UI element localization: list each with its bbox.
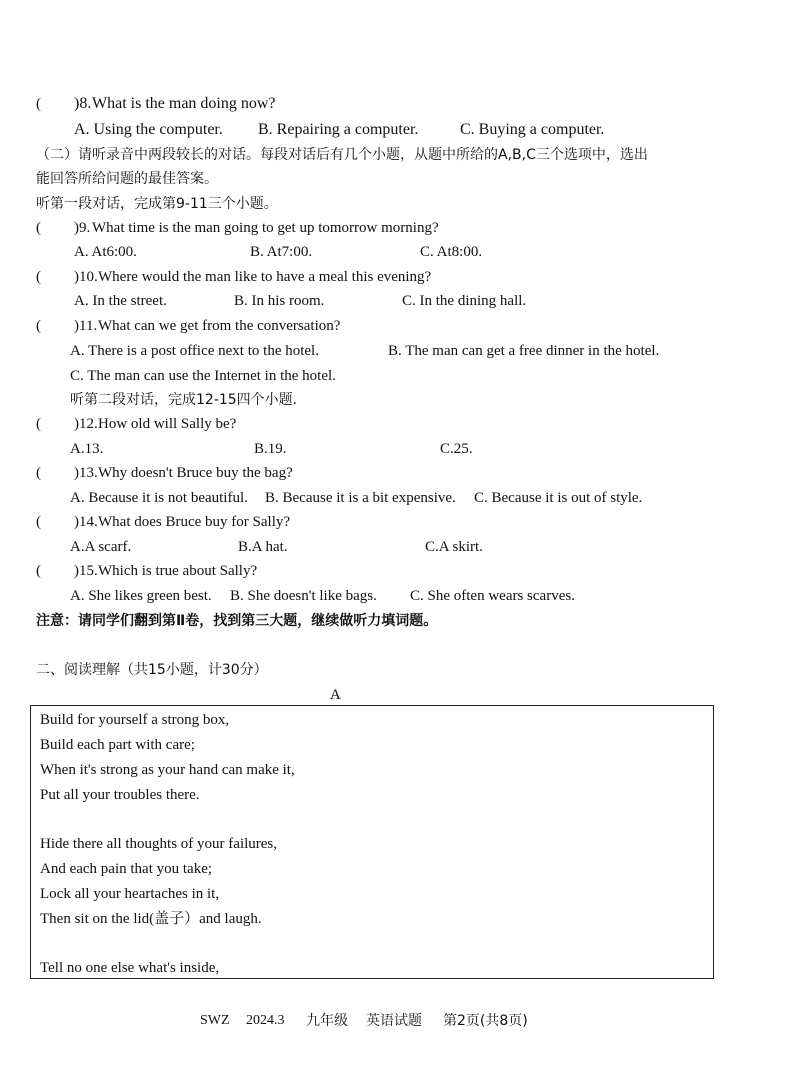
answer-paren-q12[interactable]: ( — [36, 416, 41, 432]
q15-option-a: A. She likes green best. — [70, 588, 212, 604]
q15-number: )15. — [74, 563, 98, 579]
answer-paren-q15[interactable]: ( — [36, 563, 41, 579]
answer-paren-q14[interactable]: ( — [36, 514, 41, 530]
q15-option-b: B. She doesn't like bags. — [230, 588, 377, 604]
reading-section-title: 二、阅读理解（共15小题，计30分） — [36, 662, 268, 678]
q13-option-b: B. Because it is a bit expensive. — [265, 490, 456, 506]
q10-option-b: B. In his room. — [234, 293, 325, 309]
q9-question: What time is the man going to get up tomorrow morning? — [92, 220, 439, 236]
notice-text: 注意：请同学们翻到第Ⅱ卷，找到第三大题，继续做听力填词题。 — [36, 613, 438, 629]
footer-date: 2024.3 — [246, 1013, 285, 1028]
q10-question: Where would the man like to have a meal this evening? — [98, 269, 432, 285]
q13-question: Why doesn't Bruce buy the bag? — [98, 465, 293, 481]
poem-line: Build for yourself a strong box, — [40, 712, 230, 728]
dialog2-instruction: 听第二段对话，完成12-15四个小题. — [70, 392, 298, 408]
q11-option-a: A. There is a post office next to the hotel. — [70, 343, 319, 359]
q9-number: )9. — [74, 220, 91, 236]
answer-paren-q13[interactable]: ( — [36, 465, 41, 481]
q8-option-b: B. Repairing a computer. — [258, 121, 419, 138]
poem-line: Put all your troubles there. — [40, 787, 200, 803]
answer-paren-q9[interactable]: ( — [36, 220, 41, 236]
q13-number: )13. — [74, 465, 98, 481]
poem-line: Tell no one else what's inside, — [40, 960, 220, 976]
poem-line: Hide there all thoughts of your failures, — [40, 836, 278, 852]
answer-paren-q8[interactable]: ( — [36, 96, 41, 112]
q12-option-b: B.19. — [254, 441, 287, 457]
q9-option-a: A. At6:00. — [74, 244, 137, 260]
q13-option-c: C. Because it is out of style. — [474, 490, 643, 506]
q12-option-c: C.25. — [440, 441, 473, 457]
footer-grade: 九年级 — [306, 1013, 348, 1029]
answer-paren-q11[interactable]: ( — [36, 318, 41, 334]
poem-line: And each pain that you take; — [40, 861, 213, 877]
q10-option-c: C. In the dining hall. — [402, 293, 527, 309]
poem-line: Build each part with care; — [40, 737, 195, 753]
q12-question: How old will Sally be? — [98, 416, 237, 432]
poem-line: When it's strong as your hand can make it, — [40, 762, 295, 778]
q9-option-c: C. At8:00. — [420, 244, 483, 260]
q11-number: )11. — [74, 318, 98, 334]
dialog1-instruction: 听第一段对话，完成第9-11三个小题。 — [36, 196, 278, 212]
q15-question: Which is true about Sally? — [98, 563, 258, 579]
footer-page-number: 第2页(共8页) — [443, 1013, 528, 1029]
q8-question: What is the man doing now? — [92, 95, 276, 112]
passage-label: A — [330, 687, 341, 703]
q14-option-a: A.A scarf. — [70, 539, 132, 555]
q12-number: )12. — [74, 416, 98, 432]
q11-question: What can we get from the conversation? — [98, 318, 341, 334]
q11-option-b: B. The man can get a free dinner in the hotel. — [388, 343, 660, 359]
q14-question: What does Bruce buy for Sally? — [98, 514, 291, 530]
footer-code: SWZ — [200, 1013, 230, 1028]
q8-option-c: C. Buying a computer. — [460, 121, 605, 138]
poem-line: Lock all your heartaches in it, — [40, 886, 220, 902]
q8-number: )8. — [74, 95, 92, 112]
q8-option-a: A. Using the computer. — [74, 121, 223, 138]
footer-subject: 英语试题 — [366, 1013, 422, 1029]
q14-option-c: C.A skirt. — [425, 539, 483, 555]
q12-option-a: A.13. — [70, 441, 104, 457]
q11-option-c: C. The man can use the Internet in the hotel. — [70, 368, 336, 384]
q13-option-a: A. Because it is not beautiful. — [70, 490, 248, 506]
q15-option-c: C. She often wears scarves. — [410, 588, 575, 604]
q14-option-b: B.A hat. — [238, 539, 288, 555]
q9-option-b: B. At7:00. — [250, 244, 313, 260]
q10-option-a: A. In the street. — [74, 293, 167, 309]
answer-paren-q10[interactable]: ( — [36, 269, 41, 285]
q14-number: )14. — [74, 514, 98, 530]
poem-line: Then sit on the lid(盖子）and laugh. — [40, 911, 262, 927]
section2-instruction-line2: 能回答所给问题的最佳答案。 — [36, 171, 218, 187]
section2-instruction-line1: （二）请听录音中两段较长的对话。每段对话后有几个小题，从题中所给的A,B,C三个选项中，选出 — [36, 147, 648, 163]
q10-number: )10. — [74, 269, 98, 285]
